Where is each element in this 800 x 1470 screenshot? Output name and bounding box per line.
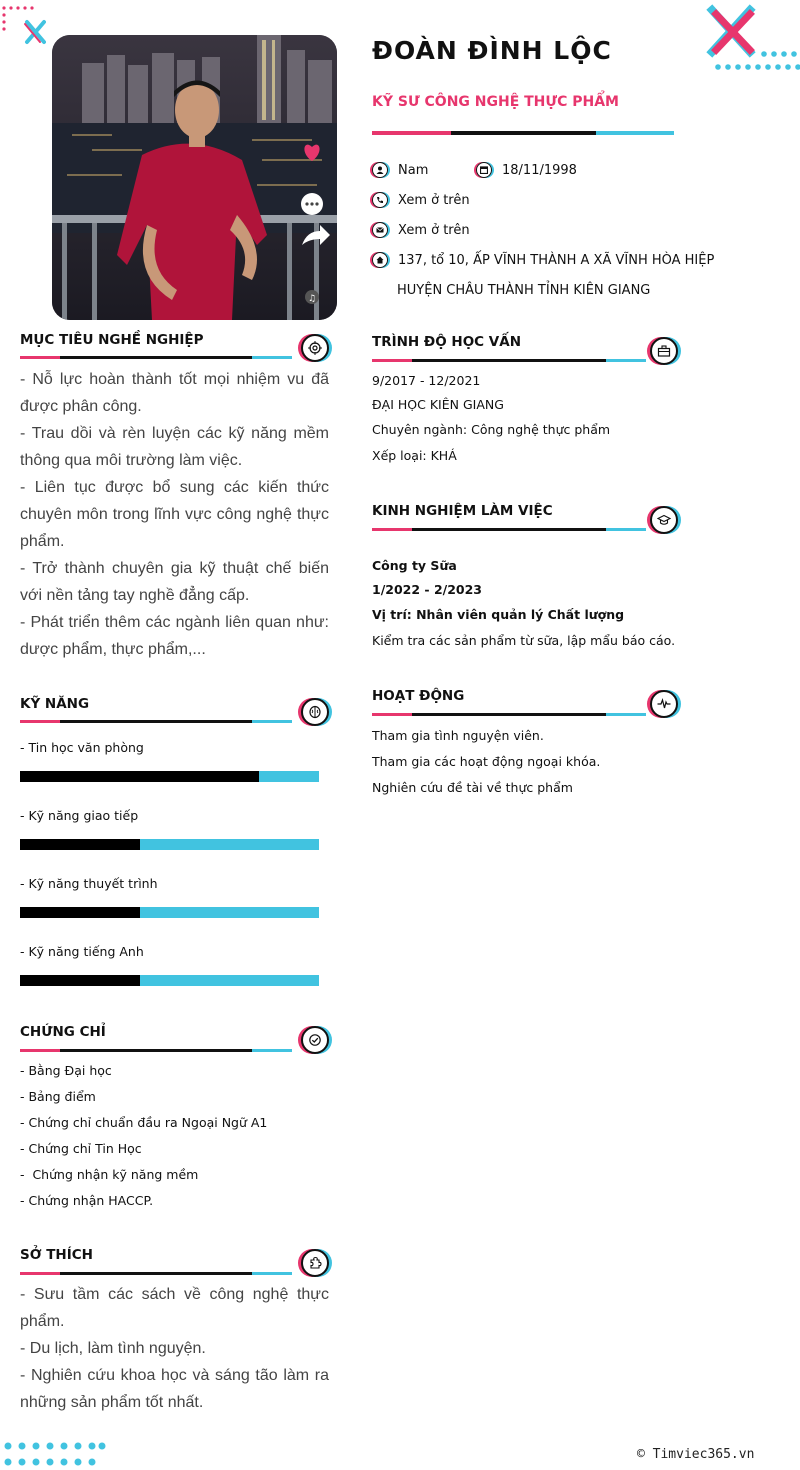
hobbies-title: SỞ THÍCH — [20, 1247, 93, 1263]
activities-title: HOẠT ĐỘNG — [372, 688, 465, 704]
experience-divider — [372, 528, 646, 531]
dots-decoration-top-right — [712, 50, 800, 74]
birthday-value: 18/11/1998 — [502, 162, 577, 178]
skill-bar-communication — [20, 839, 319, 850]
skill-fill-office — [20, 771, 259, 782]
activity-item: Tham gia các hoạt động ngoại khóa. — [372, 754, 601, 769]
corner-decoration-top-left — [0, 4, 46, 50]
certificate-item: - Chứng nhận HACCP. — [20, 1193, 154, 1208]
email-row — [372, 222, 470, 238]
brain-icon — [301, 698, 329, 726]
education-period: 9/2017 - 12/2021 — [372, 373, 481, 388]
skill-label-office: - Tin học văn phòng — [20, 740, 144, 755]
objective-divider — [20, 356, 292, 359]
education-school: ĐẠI HỌC KIÊN GIANG — [372, 397, 504, 412]
svg-text:♫: ♫ — [308, 294, 317, 304]
gender-value: Nam — [398, 162, 429, 178]
dots-decoration-bottom-left — [0, 1440, 110, 1470]
experience-description: Kiểm tra các sản phẩm từ sữa, lập mẩu báo cáo. — [372, 633, 676, 648]
certificate-item: - Chứng chỉ Tin Học — [20, 1141, 142, 1156]
skill-label-english: - Kỹ năng tiếng Anh — [20, 944, 144, 959]
footer-watermark: © Timviec365.vn — [637, 1447, 755, 1462]
experience-period: 1/2022 - 2/2023 — [372, 582, 482, 597]
home-icon — [372, 252, 388, 268]
mail-icon — [372, 222, 388, 238]
graduation-cap-icon — [650, 506, 678, 534]
certificate-item: - Chứng nhận kỹ năng mềm — [20, 1167, 199, 1182]
target-icon — [301, 334, 329, 362]
certificate-item: - Chứng chỉ chuẩn đầu ra Ngoại Ngữ A1 — [20, 1115, 268, 1130]
job-title: KỸ SƯ CÔNG NGHỆ THỰC PHẨM — [372, 94, 619, 110]
gender-row — [372, 162, 428, 178]
skill-label-communication: - Kỹ năng giao tiếp — [20, 808, 139, 823]
badge-check-icon — [301, 1026, 329, 1054]
skill-bar-english — [20, 975, 319, 986]
hobbies-text: - Sưu tầm các sách về công nghệ thực phẩm. - Du lịch, làm tình nguyện. - Nghiên cứu khoa học và sáng tão làm ra những sản phẩm tốt nhất. — [20, 1286, 329, 1411]
birthday-row — [476, 162, 577, 178]
user-icon — [372, 162, 388, 178]
activities-divider — [372, 713, 646, 716]
certificate-item: - Bảng điểm — [20, 1089, 96, 1104]
skill-bar-office — [20, 771, 319, 782]
address-line-1: 137, tổ 10, ẤP VĨNH THÀNH A XÃ VĨNH HÒA HIỆP — [398, 252, 715, 268]
skills-divider — [20, 720, 292, 723]
phone-value: Xem ở trên — [398, 192, 470, 208]
email-value: Xem ở trên — [398, 222, 470, 238]
certificates-divider — [20, 1049, 292, 1052]
address-row — [372, 252, 714, 268]
skill-label-presentation: - Kỹ năng thuyết trình — [20, 876, 158, 891]
skill-fill-english — [20, 975, 140, 986]
education-divider — [372, 359, 646, 362]
objective-title: MỤC TIÊU NGHỀ NGHIỆP — [20, 332, 204, 348]
address-line-2: HUYỆN CHÂU THÀNH TỈNH KIÊN GIANG — [397, 283, 651, 298]
activity-item: Nghiên cứu đề tài về thực phẩm — [372, 780, 573, 795]
objective-text: - Nỗ lực hoàn thành tốt mọi nhiệm vu đã được phân công. - Trau dồi và rèn luyện các kỹ năng mềm thông qua môi trường làm việc. - Liên tục được bổ sung các kiến thức chuyên môn trong lĩnh vực công nghệ thực phẩm. - Trở thành chuyên gia kỹ thuật chế biến với nền tảng tay nghề đẳng cấp. - Phát triển thêm các ngành liên quan như: dược phẩm, thực phẩm,... — [20, 371, 329, 658]
experience-position: Vị trí: Nhân viên quản lý Chất lượng — [372, 607, 625, 622]
education-major: Chuyên ngành: Công nghệ thực phẩm — [372, 422, 611, 437]
calendar-icon — [476, 162, 492, 178]
education-grade: Xếp loại: KHÁ — [372, 448, 457, 463]
pulse-icon — [650, 690, 678, 718]
briefcase-icon — [650, 337, 678, 365]
certificate-item: - Bằng Đại học — [20, 1063, 112, 1078]
phone-icon — [372, 192, 388, 208]
education-title: TRÌNH ĐỘ HỌC VẤN — [372, 334, 521, 350]
skills-title: KỸ NĂNG — [20, 696, 90, 712]
experience-company: Công ty Sữa — [372, 558, 457, 573]
activity-item: Tham gia tình nguyện viên. — [372, 728, 544, 743]
skill-fill-presentation — [20, 907, 140, 918]
candidate-name: ĐOÀN ĐÌNH LỘC — [372, 36, 612, 65]
certificates-list — [20, 1058, 267, 1214]
skill-bar-presentation — [20, 907, 319, 918]
experience-title: KINH NGHIỆM LÀM VIỆC — [372, 503, 553, 519]
profile-photo — [52, 35, 337, 320]
hobbies-divider — [20, 1272, 292, 1275]
certificates-title: CHỨNG CHỈ — [20, 1024, 106, 1040]
title-divider — [372, 131, 674, 135]
skill-fill-communication — [20, 839, 140, 850]
puzzle-icon — [301, 1249, 329, 1277]
phone-row — [372, 192, 470, 208]
